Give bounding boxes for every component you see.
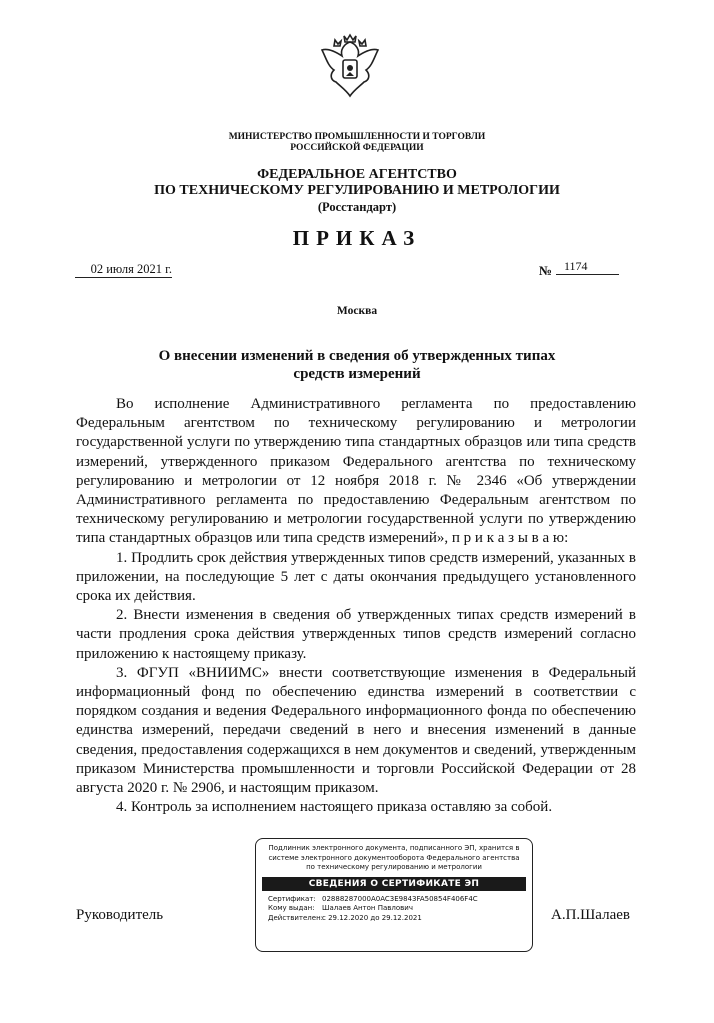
order-date: 02 июля 2021 г. (75, 262, 172, 278)
issued-to-value: Шалаев Антон Павлович (322, 904, 413, 912)
agency-short-name: (Росстандарт) (317, 200, 397, 214)
certificate-value: 02888287000A0AC3E9843FA50854F406F4C (322, 894, 478, 903)
validity-value: с 29.12.2020 до 29.12.2021 (322, 913, 422, 922)
agency-line-2: ПО ТЕХНИЧЕСКОМУ РЕГУЛИРОВАНИЮ И МЕТРОЛОГИИ (154, 183, 560, 198)
signer-title: Руководитель (76, 907, 164, 923)
item-3-paragraph: 3. ФГУП «ВНИИМС» внести соответствующие изменения в Федеральный информационный фонд по обеспечению единства измерений в соответствии с порядком создания и ведения Федерального информационного фонда по обеспечению единства измерений, передачи сведений в него и внесения изменений в данные сведения, предоставления содержащихся в нем документов и сведений, утвержденным приказом Министерства промышленности и торговли Российской Федерации от 28 августа 2020 г. № 2906, и настоящим приказом. (76, 664, 636, 797)
coat-of-arms-icon (318, 30, 382, 100)
city: Москва (336, 305, 378, 317)
signer-name: А.П.Шалаев (551, 907, 630, 923)
heading-line-2: средств измерений (293, 366, 421, 382)
item-4-paragraph: 4. Контроль за исполнением настоящего приказа оставляю за собой. (116, 799, 553, 816)
document-type-title: ПРИКАЗ (292, 226, 422, 250)
preamble-paragraph: Во исполнение Административного регламента по предоставлению Федеральным агентством по техническому регулированию и метрологии государственной услуги по утверждению типа стандартных образцов или типа средств измерений, утвержденного приказом Федерального агентства по техническому регулированию и метрологии от 12 ноября 2018 г. № 2346 «Об утверждении Административного регламента по предоставлению Федеральным агентством по техническому регулированию и метрологии государственной услуги по утверждению типа стандартных образцов или типа средств измерений», п р и к а з ы в а ю: (76, 396, 636, 547)
item-2-paragraph: 2. Внести изменения в сведения об утвержденных типах средств измерений в части продления срока действия утвержденных типов средств измерений согласно приложению к настоящему приказу. (76, 607, 636, 662)
stamp-header-bar: СВЕДЕНИЯ О СЕРТИФИКАТЕ ЭП (262, 877, 526, 891)
order-number: 1174 (556, 259, 619, 275)
issued-to-row (256, 904, 532, 914)
stamp-note: Подлинник электронного документа, подписанного ЭП, хранится в системе электронного документооборота Федерального агентства по техническому регулированию и метрологии (268, 844, 520, 871)
issued-to-label: Кому выдан: (268, 904, 315, 912)
ministry-line-1: МИНИСТЕРСТВО ПРОМЫШЛЕННОСТИ И ТОРГОВЛИ (228, 132, 486, 142)
ministry-line-2: РОССИЙСКОЙ ФЕДЕРАЦИИ (290, 143, 424, 153)
heading-line-1: О внесении изменений в сведения об утвержденных типах (158, 348, 556, 364)
document-heading (0, 347, 714, 383)
e-signature-stamp (255, 838, 533, 952)
document-body (76, 395, 636, 817)
certificate-label: Сертификат: (268, 894, 316, 903)
certificate-row (256, 895, 532, 905)
agency-line-1: ФЕДЕРАЛЬНОЕ АГЕНТСТВО (257, 167, 457, 182)
validity-label: Действителен: (268, 913, 324, 922)
number-sign: № (539, 263, 553, 278)
item-1-paragraph: 1. Продлить срок действия утвержденных типов средств измерений, указанных в приложении, на последующие 5 лет с даты окончания предыдущего установленного срока их действия. (76, 549, 636, 605)
validity-row (256, 914, 532, 924)
